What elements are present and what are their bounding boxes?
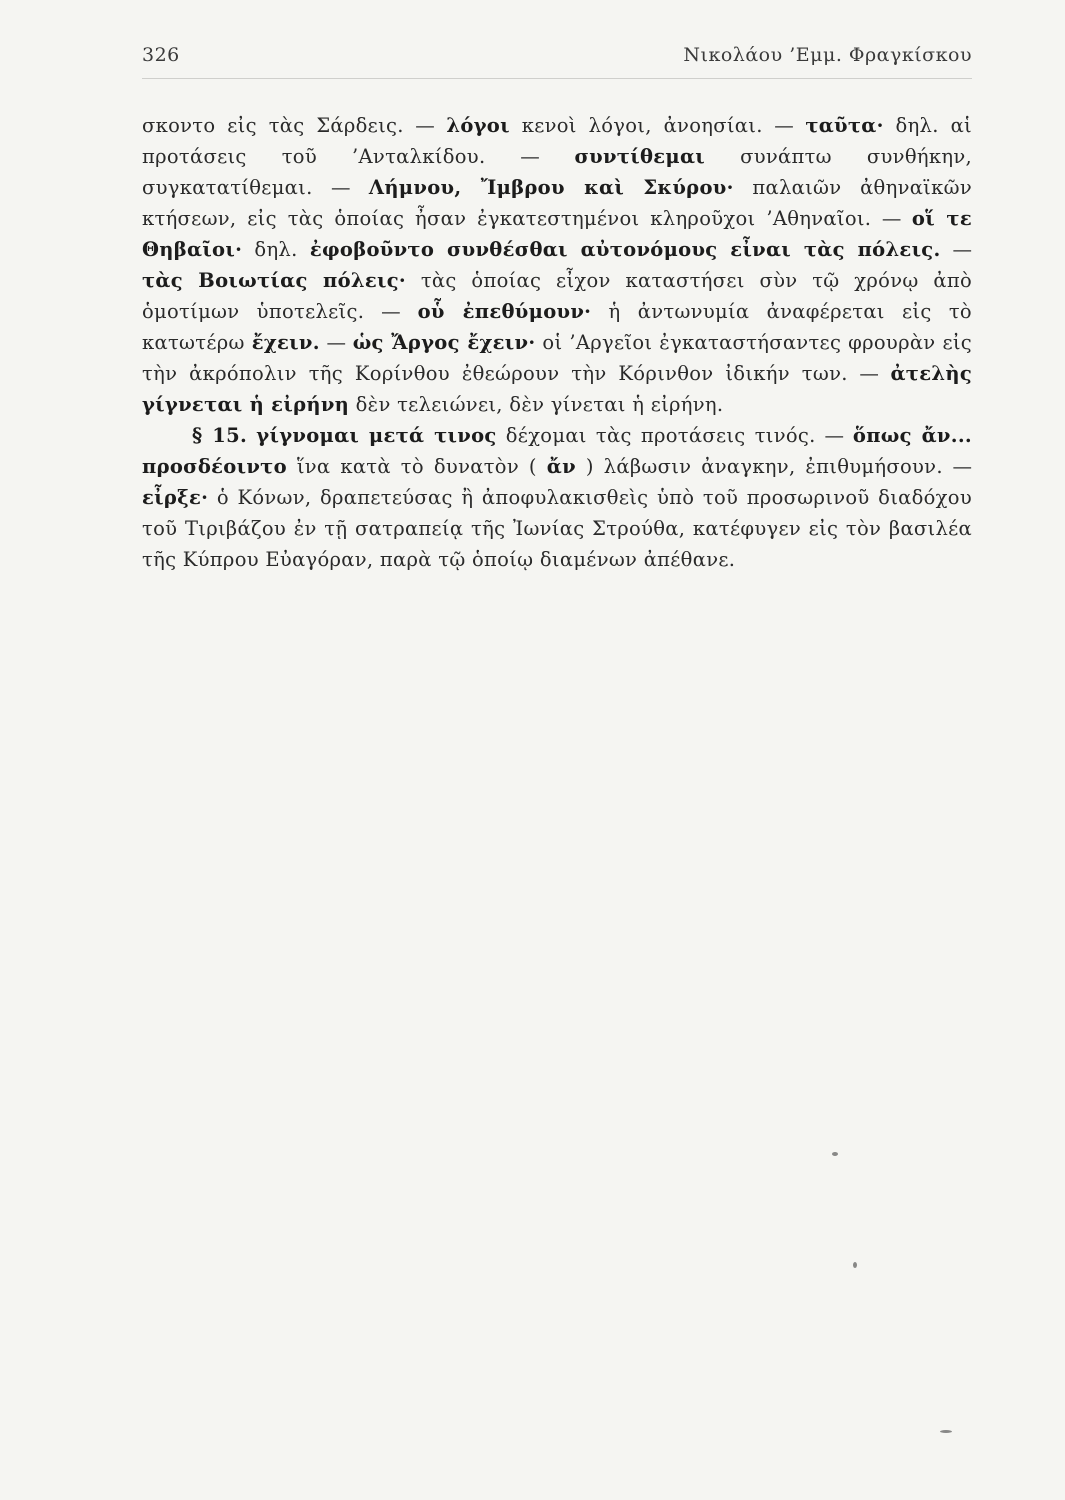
section-number: § 15. [192, 424, 248, 447]
lemma: ὡς Ἄργος ἔχειν· [352, 331, 536, 354]
text-run: δηλ. αἱ προτάσεις τοῦ ’Ανταλκίδου. [142, 114, 972, 168]
text-run: κενοὶ λόγοι, ἀνοησίαι. [509, 114, 763, 137]
lemma: εἶρξε· [142, 486, 209, 509]
ink-speck [853, 1262, 857, 1268]
page-header [142, 44, 972, 72]
text-run: παλαιῶν ἀθηναϊκῶν κτήσεων, εἰς τὰς ὁποίας ἦσαν ἐγκατεστημένοι κληροῦχοι ’Αθηναῖοι. [142, 176, 972, 230]
text-run: ἵνα κατὰ τὸ δυνατὸν ( [286, 455, 547, 478]
text-run: ὁ Κόνων, δραπετεύσας ἢ ἀποφυλακισθεὶς ὑπὸ τοῦ προσωρινοῦ διαδόχου τοῦ Τιριβάζου ἐν τῇ σατραπείᾳ τῆς Ἰωνίας Στρούθα, κατέφυγεν εἰς τὸν βασιλέα τῆς Κύπρου Εὐαγόραν, παρὰ τῷ ὁποίῳ διαμένων ἀπέθανε. [142, 486, 972, 571]
lemma: ἐφοβοῦντο συνθέσθαι αὐτονόμους εἶναι τὰς πόλεις. [309, 238, 941, 261]
dash: — [871, 207, 912, 230]
lemma: ἔχειν. [251, 331, 320, 354]
lemma: συντίθεμαι [574, 145, 706, 168]
lemma: τὰς Βοιωτίας πόλεις· [142, 269, 407, 292]
dash: — [940, 238, 972, 261]
text-run: τὰς ὁποίας εἶχον καταστήσει σὺν τῷ χρόνῳ ἀπὸ ὁμοτίμων ὑποτελεῖς. [142, 269, 972, 323]
dash: — [319, 331, 353, 354]
text-run: σκοντο εἰς τὰς Σάρδεις. [142, 114, 404, 137]
header-rule [142, 78, 972, 79]
text-run: συνάπτω συνθήκην, συγκατατίθεμαι. [142, 145, 972, 199]
lemma: ὅπως ἄν... προσδέοιντο [142, 424, 972, 478]
dash: — [485, 145, 575, 168]
lemma: Λήμνου, Ἴμβρου καὶ Σκύρου· [368, 176, 734, 199]
dash: — [762, 114, 806, 137]
text-run: δέχομαι τὰς προτάσεις τινός. [496, 424, 816, 447]
text-run: ἡ ἀντωνυμία ἀναφέρεται εἰς τὸ κατωτέρω [142, 300, 972, 354]
dash: — [312, 176, 369, 199]
text-run: οἱ ’Αργεῖοι ἐγκαταστήσαντες φρουρὰν εἰς τὴν ἀκρόπολιν τῆς Κορίνθου ἐθεώρουν τὴν Κόρινθον ἰδικήν των. [142, 331, 973, 385]
lemma: λόγοι [446, 114, 510, 137]
lemma: ἀτελὴς γίγνεται ἡ εἰρήνη [142, 362, 972, 416]
lemma: οὗ ἐπεθύμουν· [417, 300, 592, 323]
running-title: Νικολάου ’Εμμ. Φραγκίσκου [683, 44, 972, 66]
dash: — [403, 114, 447, 137]
dash: — [364, 300, 418, 323]
page-number: 326 [142, 44, 180, 66]
ink-speck [940, 1430, 952, 1433]
lemma: ταῦτα· [805, 114, 884, 137]
lemma: οἵ τε Θηβαῖοι· [142, 207, 972, 261]
paragraph-1 [142, 110, 972, 420]
lemma: γίγνομαι μετά τινος [256, 424, 497, 447]
ink-speck [832, 1152, 838, 1156]
commentary-text [142, 110, 972, 575]
text-run: ) λάβωσιν ἀναγκην, ἐπιθυμήσουν. [575, 455, 943, 478]
text-run: δηλ. [242, 238, 310, 261]
lemma: ἄν [546, 455, 576, 478]
text-run: δὲν τελειώνει, δὲν γίνεται ἡ εἰρήνη. [349, 393, 724, 416]
dash: — [942, 455, 972, 478]
dash: — [847, 362, 891, 385]
paragraph-2 [142, 420, 972, 575]
dash: — [815, 424, 853, 447]
